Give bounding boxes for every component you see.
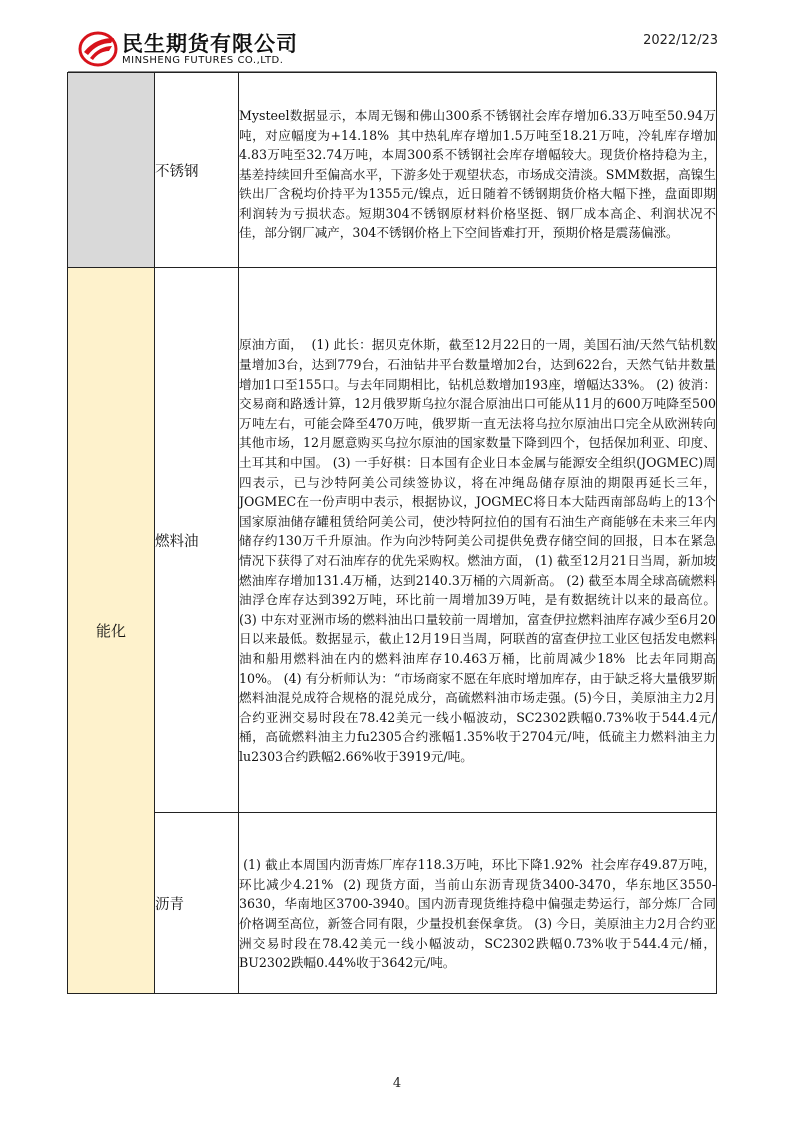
page-number: 4	[392, 1076, 402, 1091]
commodity-table	[67, 72, 721, 994]
company-name-en: MINSHENG FUTURES CO.,LTD.	[122, 55, 284, 66]
company-name-cn: 民生期货有限公司	[122, 32, 298, 56]
page-header	[0, 0, 794, 70]
minsheng-logo-icon	[78, 28, 118, 68]
commodity-name-stainless-steel: 不锈钢	[155, 73, 239, 268]
paragraph: Mysteel数据显示，本周无锡和佛山300系不锈钢社会库存增加6.33万吨至50.94万吨，对应幅度为+14.18% 其中热轧库存增加1.5万吨至18.21万吨，冷轧库存增加4.83万吨至32.74万吨，本周300系不锈钢社会库存增幅较大。现货价格持稳为主，基差持续回升至偏高水平，下游多处于观望状态，市场成交清淡。SMM数据，高镍生铁出厂含税均价持平为1355元/镍点，近日随着不锈钢期货价格大幅下挫，盘面即期利润转为亏损状态。短期304不锈钢原材料价格坚挺、钢厂成本高企、利润状况不佳，部分钢厂减产，304不锈钢价格上下空间皆难打开，预期价格是震荡偏涨。	[239, 107, 716, 241]
sector-cell-blank	[68, 73, 155, 268]
paragraph: 原油方面， (1) 此长：据贝克休斯，截至12月22日的一周，美国石油/天然气钻机数量增加3台，达到779台，石油钻井平台数量增加2台，达到622台，天然气钻井数量增加1口至155口。与去年同期相比，钻机总数增加193座，增幅达33%。 (2) 彼消：交易商和路透计算，12月俄罗斯乌拉尔混合原油出口可能从11月的600万吨降至500万吨左右，可能会降至470万吨，俄罗斯一直无法将乌拉尔原油出口完全从欧洲转向其他市场，12月愿意购买乌拉尔原油的国家数量下降到四个，包括保加利亚、印度、土耳其和中国。 (3) 一手好棋：日本国有企业日本金属与能源安全组织(JOGMEC)周四表示，已与沙特阿美公司续签协议，将在冲绳岛储存原油的期限再延长三年，JOGMEC在一份声明中表示，根据协议，JOGMEC将日本大陆西南部岛屿上的13个国家原油储存罐租赁给阿美公司，使沙特阿拉伯的国有石油生产商能够在未来三年内储存约130万千升原油。作为向沙特阿美公司提供免费存储空间的回报，日本在紧急情况下获得了对石油库存的优先采购权。燃油方面， (1) 截至12月21日当周，新加坡燃油库存增加131.4万桶，达到2140.3万桶的六周新高。 (2) 截至本周全球高硫燃料油浮仓库存达到392万吨，环比前一周增加39万吨，是有数据统计以来的最高位。 (3) 中东对亚洲市场的燃料油出口量较前一周增加，富查伊拉燃料油库存减少至6月20日以来最低。数据显示，截止12月19日当周，阿联酋的富查伊拉工业区包括发电燃料油和船用燃料油在内的燃料油库存10.463万桶，比前周减少18% 比去年同期高10%。 (4) 有分析师认为：“市场商家不愿在年底时增加库存，由于缺乏将大量俄罗斯燃料油混兑成符合规格的混兑成分，高硫燃料油市场走强。(5)今日，美原油主力2月合约亚洲交易时段在78.42美元一线小幅波动，SC2302跌幅0.73%收于544.4元/桶，高硫燃料油主力fu2305合约涨幅1.35%收于2704元/吨，低硫主力燃料油主力lu2303合约跌幅2.66%收于3919元/吨。	[239, 337, 721, 764]
commodity-name-fuel-oil: 燃料油	[155, 268, 239, 813]
commodity-text-asphalt	[239, 813, 717, 994]
commodity-text-fuel-oil	[239, 268, 721, 813]
table-row-fuel-oil	[68, 268, 717, 813]
report-date: 2022/12/23	[643, 33, 718, 48]
commodity-text-stainless-steel	[239, 73, 717, 268]
table-row-asphalt	[68, 813, 717, 994]
table-row-stainless-steel	[68, 73, 717, 268]
sector-label-energy-chemical: 能化	[68, 268, 155, 994]
paragraph: (1) 截止本周国内沥青炼厂库存118.3万吨，环比下降1.92% 社会库存49.87万吨，环比减少4.21% (2) 现货方面，当前山东沥青现货3400-3470，华东地区3550-3630，华南地区3700-3940。国内沥青现货维持稳中偏强走势运行，部分炼厂合同价格调至高位，新签合同有限，少量投机套保拿货。 (3) 今日，美原油主力2月合约亚洲交易时段在78.42美元一线小幅波动，SC2302跌幅0.73%收于544.4元/桶，BU2302跌幅0.44%收于3642元/吨。	[239, 857, 716, 971]
commodity-name-asphalt: 沥青	[155, 813, 239, 994]
